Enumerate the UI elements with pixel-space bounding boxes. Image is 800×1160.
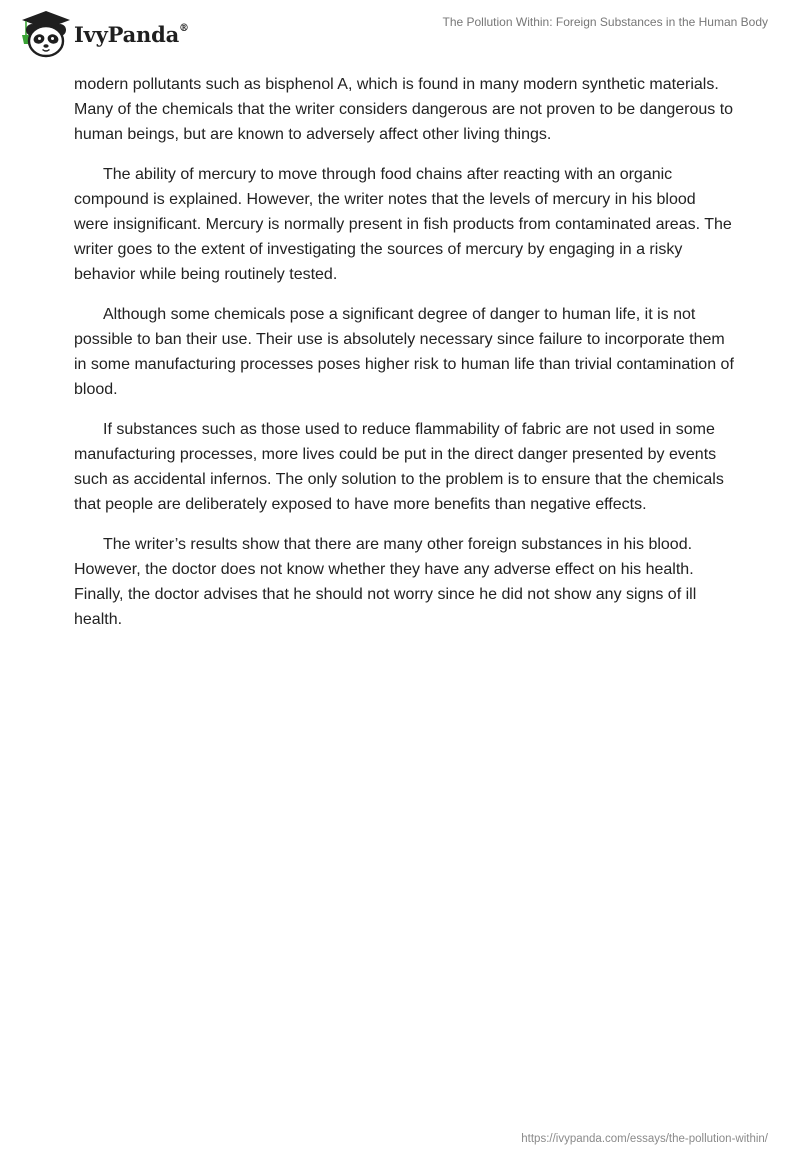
essay-body [74,72,734,647]
brand-name-text: IvyPanda [74,21,180,47]
panda-graduation-cap-icon [16,6,72,62]
page-header [0,0,800,70]
registered-mark: ® [179,22,189,34]
document-title: The Pollution Within: Foreign Substances in the Human Body [442,15,768,29]
paragraph: modern pollutants such as bisphenol A, which is found in many modern synthetic materials. Many of the chemicals that the writer considers dangerous are not proven to be dangerous to human beings, but are known to adversely affect other living things. [74,76,734,143]
paragraph: The ability of mercury to move through food chains after reacting with an organic compound is explained. However, the writer notes that the levels of mercury in his blood were insignificant. Mercury is normally present in fish products from contaminated areas. The writer goes to the extent of investigating the sources of mercury by engaging in a risky behavior while being routinely tested. [74,166,732,283]
ivypanda-logo[interactable] [16,6,189,62]
source-url-link[interactable]: https://ivypanda.com/essays/the-pollution-within/ [521,1133,768,1145]
paragraph: If substances such as those used to reduce flammability of fabric are not used in some manufacturing processes, more lives could be put in the direct danger presented by events such as accidental infernos. The only solution to the problem is to ensure that the chemicals that people are deliberately exposed to have more benefits than negative effects. [74,421,724,513]
brand-name [74,22,189,47]
paragraph: Although some chemicals pose a significant degree of danger to human life, it is not possible to ban their use. Their use is absolutely necessary since failure to incorporate them in some manufacturing processes poses higher risk to human life than trivial contamination of blood. [74,306,734,398]
paragraph: The writer’s results show that there are many other foreign substances in his blood. However, the doctor does not know whether they have any adverse effect on his health. Finally, the doctor advises that he should not worry since he did not show any signs of ill health. [74,536,697,628]
